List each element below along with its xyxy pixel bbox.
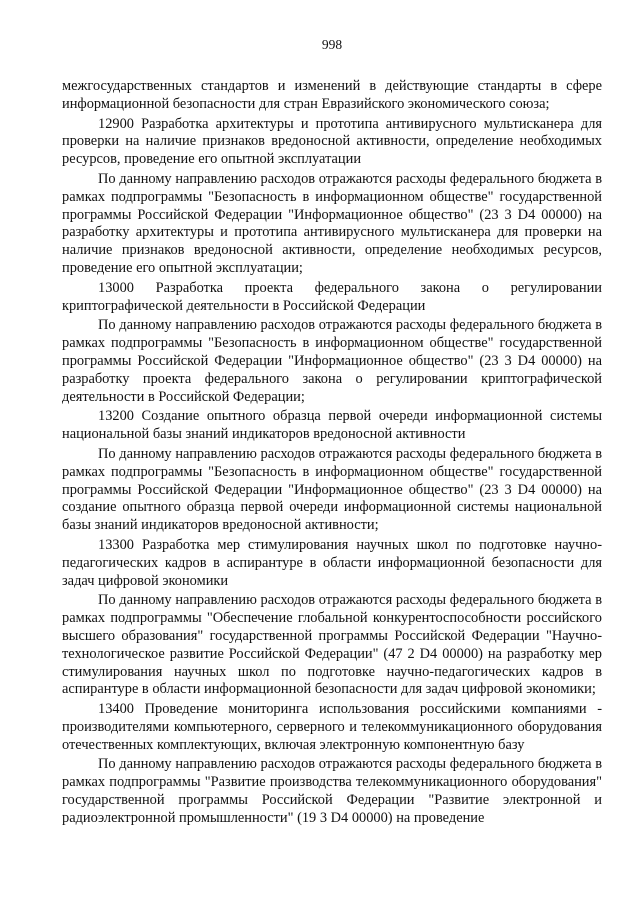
page-number: 998 [321, 37, 343, 52]
paragraph: межгосударственных стандартов и изменений в действующие стандарты в сфере информационной безопасности для стран Евразийского экономического союза; [62, 78, 602, 112]
paragraph: 13300 Разработка мер стимулирования научных школ по подготовке научно-педагогических кадров в аспирантуре в области информационной безопасности для задач цифровой экономики [62, 536, 602, 589]
paragraph: 12900 Разработка архитектуры и прототипа антивирусного мультисканера для проверки на наличие признаков вредоносной активности, определение необходимых ресурсов, проведение его опытной эксплуатации [62, 115, 602, 168]
paragraph: По данному направлению расходов отражаются расходы федерального бюджета в рамках подпрограммы "Развитие производства телекоммуникационного оборудования" государственной программы Российской Федерации "Развитие электронной и радиоэлектронной промышленности" (19 3 D4 00000) на проведение [62, 756, 602, 826]
paragraph: 13000 Разработка проекта федерального закона о регулировании криптографической деятельности в Российской Федерации [62, 279, 602, 314]
paragraph: 13400 Проведение мониторинга использования российскими компаниями - производителями компьютерного, серверного и телекоммуникационного оборудования отечественных комплектующих, включая электронную компонентную базу [62, 701, 602, 753]
paragraph: 13200 Создание опытного образца первой очереди информационной системы национальной базы знаний индикаторов вредоносной активности [62, 408, 602, 443]
paragraph: По данному направлению расходов отражаются расходы федерального бюджета в рамках подпрограммы "Безопасность в информационном обществе" государственной программы Российской Федерации "Информационное общество" (23 3 D4 00000) на разработку проекта федерального закона о регулировании криптографической деятельности в Российской Федерации; [62, 317, 602, 405]
document-page [62, 36, 602, 828]
paragraph: По данному направлению расходов отражаются расходы федерального бюджета в рамках подпрограммы "Обеспечение глобальной конкурентоспособности российского высшего образования" государственной программы Российской Федерации "Научно-технологическое развитие Российской Федерации" (47 2 D4 00000) на разработку мер стимулирования научных школ по подготовке научно-педагогических кадров в аспирантуре в области информационной безопасности для задач цифровой экономики; [62, 592, 602, 698]
paragraph: По данному направлению расходов отражаются расходы федерального бюджета в рамках подпрограммы "Безопасность в информационном обществе" государственной программы Российской Федерации "Информационное общество" (23 3 D4 00000) на создание опытного образца первой очереди информационной системы национальной базы знаний индикаторов вредоносной активности; [62, 445, 602, 534]
document-body [62, 78, 602, 828]
paragraph: По данному направлению расходов отражаются расходы федерального бюджета в рамках подпрограммы "Безопасность в информационном обществе" государственной программы Российской Федерации "Информационное общество" (23 3 D4 00000) на разработку архитектуры и прототипа антивирусного мультисканера для проверки на наличие признаков вредоносной активности, определение необходимых ресурсов, проведение его опытной эксплуатации; [62, 170, 602, 276]
